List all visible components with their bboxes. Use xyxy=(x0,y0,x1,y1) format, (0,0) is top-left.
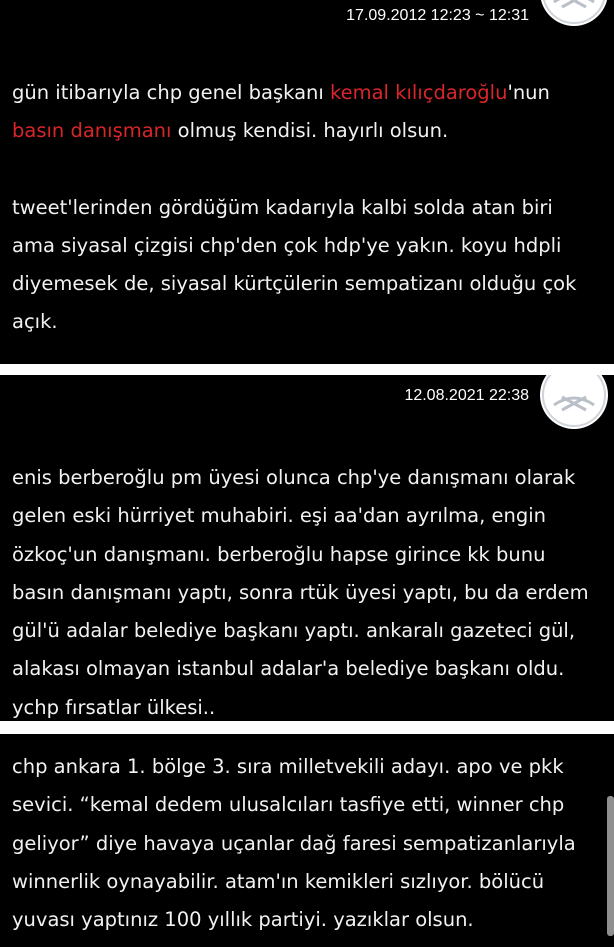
entry-line: yuvası yaptınız 100 yıllık partiyi. yazıklar olsun. xyxy=(12,908,474,932)
entry-text-segment: gün itibarıyla chp genel başkanı xyxy=(12,81,331,104)
entry-card-1 xyxy=(0,0,614,364)
entry-line: chp ankara 1. bölge 3. sıra milletvekili adayı. apo ve pkk xyxy=(12,755,564,778)
entry-text-3 xyxy=(12,748,608,939)
entry-line xyxy=(12,112,608,150)
entry-text-segment: 'nun xyxy=(507,81,550,104)
entry-text-1 xyxy=(12,74,608,342)
entry-line: winnerlik oynayabilir. atam'ın kemikleri sızlıyor. bölücü xyxy=(12,869,545,893)
entry-date-1[interactable]: 17.09.2012 12:23 ~ 12:31 xyxy=(346,7,529,24)
entry-card-3 xyxy=(0,734,614,947)
avatar-icon[interactable] xyxy=(540,0,608,26)
scrollbar[interactable] xyxy=(607,796,614,936)
entry-line: gül'ü adalar belediye başkanı yaptı. ankaralı gazeteci gül, xyxy=(12,619,576,643)
entry-line: diyemesek de, siyasal kürtçülerin sempatizanı olduğu çok xyxy=(12,272,577,296)
entry-line: gelen eski hürriyet muhabiri. eşi aa'dan ayrılma, engin xyxy=(12,504,547,528)
entry-line: alakası olmayan istanbul adalar'a belediye başkanı oldu. xyxy=(12,657,565,681)
link-basin-danismani[interactable]: basın danışmanı xyxy=(12,119,172,143)
entry-date-2[interactable]: 12.08.2021 22:38 xyxy=(404,387,529,404)
entry-line: basın danışmanı yaptı, sonra rtük üyesi yaptı, bu da erdem xyxy=(12,580,589,604)
entry-line: tweet'lerinden gördüğüm kadarıyla kalbi solda atan biri xyxy=(12,195,553,219)
entry-line: özkoç'un danışmanı. berberoğlu hapse girince kk bunu xyxy=(12,542,546,566)
entry-line xyxy=(12,74,608,112)
entry-line: ama siyasal çizgisi chp'den çok hdp'ye yakın. koyu hdpli xyxy=(12,233,562,257)
entry-text-segment: olmuş kendisi. hayırlı olsun. xyxy=(171,119,449,143)
entry-line: sevici. “kemal dedem ulusalcıları tasfiye etti, winner chp xyxy=(12,793,565,817)
entry-text-2 xyxy=(12,459,608,721)
avatar-icon[interactable] xyxy=(540,375,608,429)
link-kemal-kilicdaroglu[interactable]: kemal kılıçdaroğlu xyxy=(330,81,508,104)
entry-line: enis berberoğlu pm üyesi olunca chp'ye danışmanı olarak xyxy=(12,466,576,489)
entry-card-2 xyxy=(0,375,614,721)
entry-line: geliyor” diye havaya uçanlar dağ faresi sempatizanlarıyla xyxy=(12,831,576,855)
entry-line: açık. xyxy=(12,310,58,334)
entry-line: ychp fırsatlar ülkesi.. xyxy=(12,695,216,719)
